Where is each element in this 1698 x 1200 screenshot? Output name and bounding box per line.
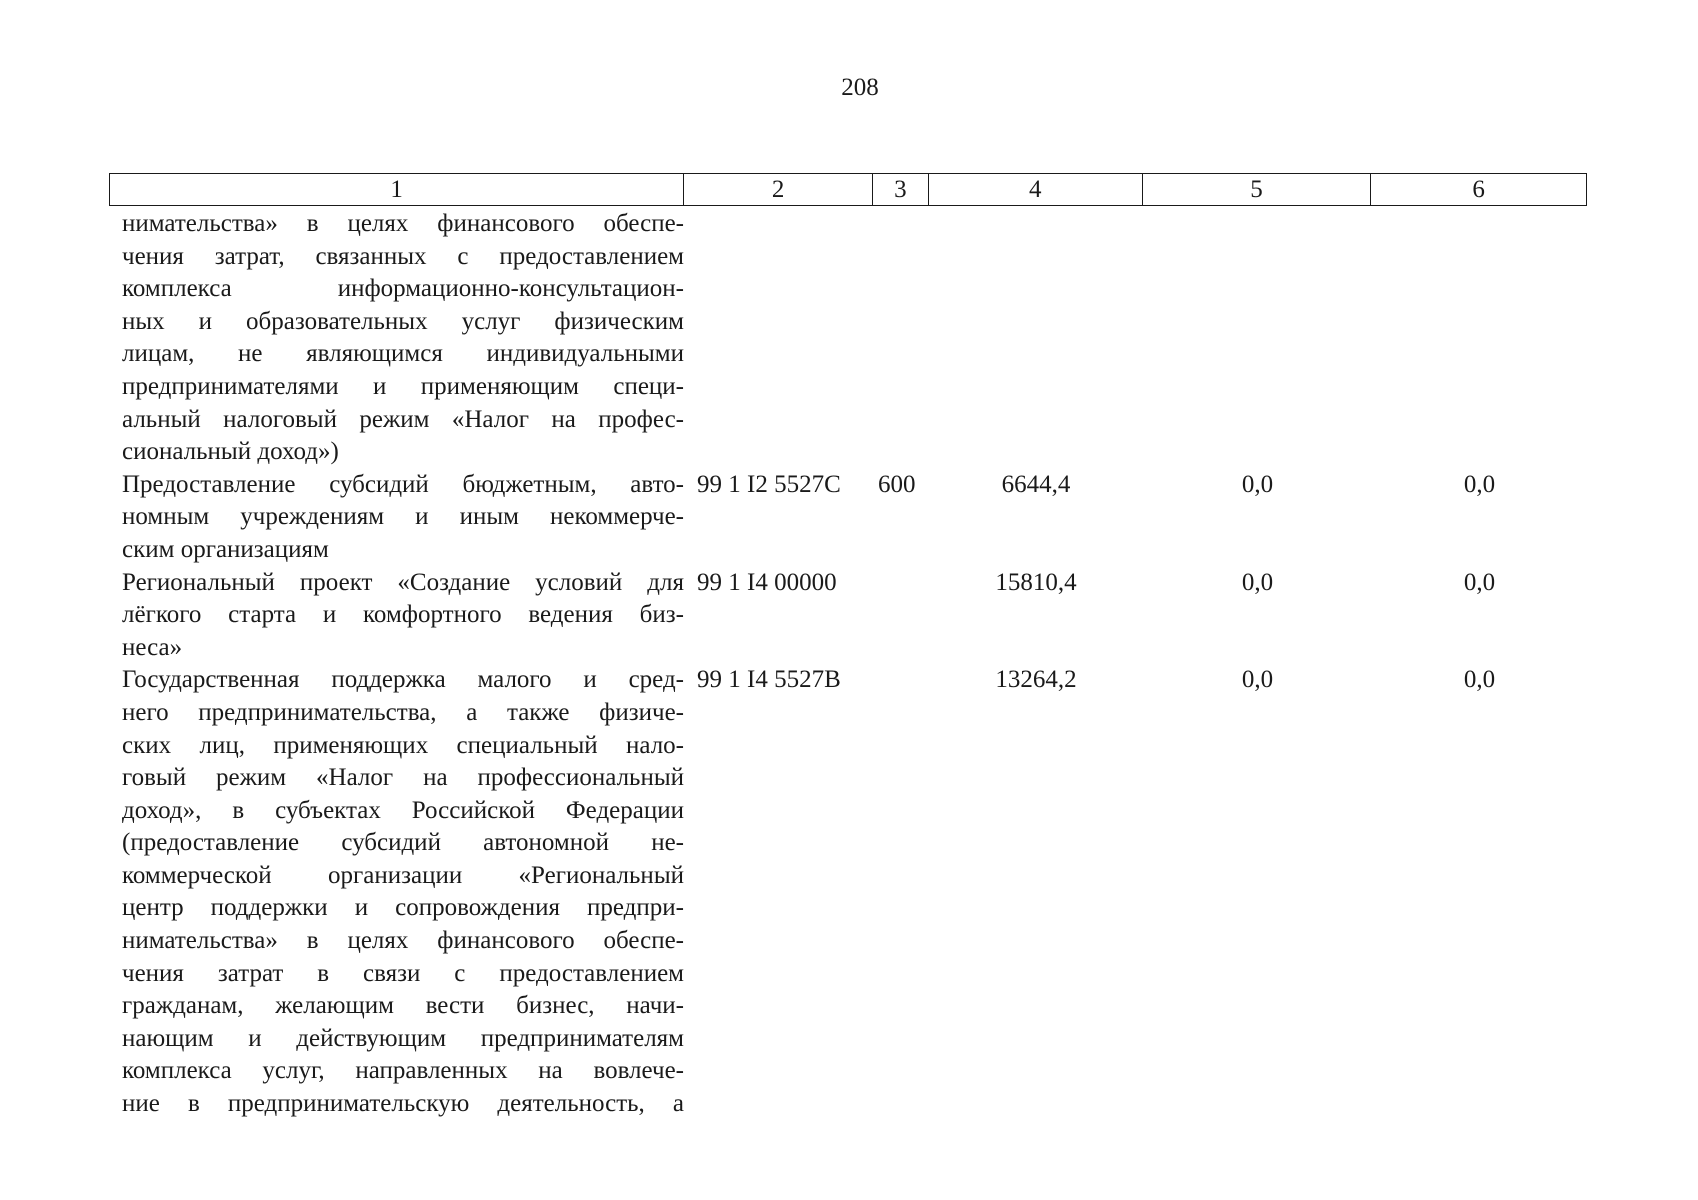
description-line: гражданам, желающим вести бизнес, начи- bbox=[122, 992, 684, 1020]
row-value-5: 0,0 bbox=[1241, 470, 1274, 498]
row-code: 99 1 I4 00000 bbox=[697, 568, 837, 596]
description-line: ных и образовательных услуг физическим bbox=[122, 307, 684, 335]
row-description bbox=[109, 469, 684, 567]
description-line: доход», в субъектах Российской Федерации bbox=[122, 796, 684, 824]
row-type bbox=[873, 567, 929, 665]
row-value-5 bbox=[1143, 208, 1372, 469]
row-value-5: 0,0 bbox=[1241, 666, 1274, 694]
column-header-3: 3 bbox=[873, 174, 929, 205]
description-line: (предоставление субсидий автономной не- bbox=[122, 829, 684, 857]
row-code bbox=[684, 208, 873, 469]
description-line: него предпринимательства, а также физиче- bbox=[122, 698, 684, 726]
description-line: нимательства» в целях финансового обеспе- bbox=[122, 210, 684, 237]
description-line: ским организациям bbox=[122, 535, 329, 563]
row-description bbox=[109, 664, 684, 1120]
description-line: чения затрат в связи с предоставлением bbox=[122, 959, 684, 987]
description-line: Предоставление субсидий бюджетным, авто- bbox=[122, 470, 684, 498]
column-header-row bbox=[109, 173, 1587, 206]
description-line: Региональный проект «Создание условий для bbox=[122, 568, 684, 596]
description-line: ние в предпринимательскую деятельность, а bbox=[122, 1090, 684, 1118]
row-code: 99 1 I4 5527B bbox=[697, 666, 841, 694]
column-header-2: 2 bbox=[684, 174, 873, 205]
description-line: чения затрат, связанных с предоставлением bbox=[122, 242, 684, 270]
description-line: Государственная поддержка малого и сред- bbox=[122, 666, 684, 694]
description-line: сиональный доход») bbox=[122, 438, 339, 466]
row-type bbox=[873, 208, 929, 469]
row-value-6: 0,0 bbox=[1463, 568, 1496, 596]
row-type bbox=[873, 664, 929, 1120]
description-line: номным учреждениям и иным некоммерче- bbox=[122, 503, 684, 531]
description-line: альный налоговый режим «Налог на профес- bbox=[122, 405, 684, 433]
description-line: нимательства» в целях финансового обеспе- bbox=[122, 927, 684, 955]
row-value-4: 6644,4 bbox=[1001, 470, 1071, 498]
description-line: комплекса услуг, направленных на вовлече- bbox=[122, 1057, 684, 1085]
page-number: 208 bbox=[841, 74, 879, 101]
description-line: предпринимателями и применяющим специ- bbox=[122, 372, 684, 400]
row-value-4: 13264,2 bbox=[995, 666, 1077, 694]
row-value-4: 15810,4 bbox=[995, 568, 1077, 596]
row-value-6 bbox=[1372, 208, 1587, 469]
description-line: нающим и действующим предпринимателям bbox=[122, 1024, 684, 1052]
description-line: неса» bbox=[122, 633, 183, 661]
column-header-4: 4 bbox=[929, 174, 1143, 205]
description-line: ских лиц, применяющих специальный нало- bbox=[122, 731, 684, 759]
row-type: 600 bbox=[878, 470, 916, 498]
row-code: 99 1 I2 5527C bbox=[697, 470, 841, 498]
description-line: говый режим «Налог на профессиональный bbox=[122, 764, 684, 792]
description-line: комплекса информационно-консультацион- bbox=[122, 275, 684, 303]
column-header-1: 1 bbox=[110, 174, 684, 205]
row-value-6: 0,0 bbox=[1463, 470, 1496, 498]
description-line: коммерческой организации «Региональный bbox=[122, 861, 684, 889]
row-value-5: 0,0 bbox=[1241, 568, 1274, 596]
table-row bbox=[109, 208, 1587, 469]
description-line: центр поддержки и сопровождения предпри- bbox=[122, 894, 684, 922]
column-header-6: 6 bbox=[1472, 176, 1485, 203]
row-value-4 bbox=[929, 208, 1143, 469]
table-row bbox=[109, 469, 1587, 567]
description-line: лицам, не являющимся индивидуальными bbox=[122, 340, 684, 368]
column-header-5: 5 bbox=[1143, 174, 1372, 205]
row-description bbox=[109, 208, 684, 469]
row-description bbox=[109, 567, 684, 665]
table-body bbox=[109, 208, 1587, 1121]
row-value-6: 0,0 bbox=[1463, 666, 1496, 694]
table-row bbox=[109, 567, 1587, 665]
table-row bbox=[109, 664, 1587, 1120]
description-line: лёгкого старта и комфортного ведения биз- bbox=[122, 601, 684, 629]
